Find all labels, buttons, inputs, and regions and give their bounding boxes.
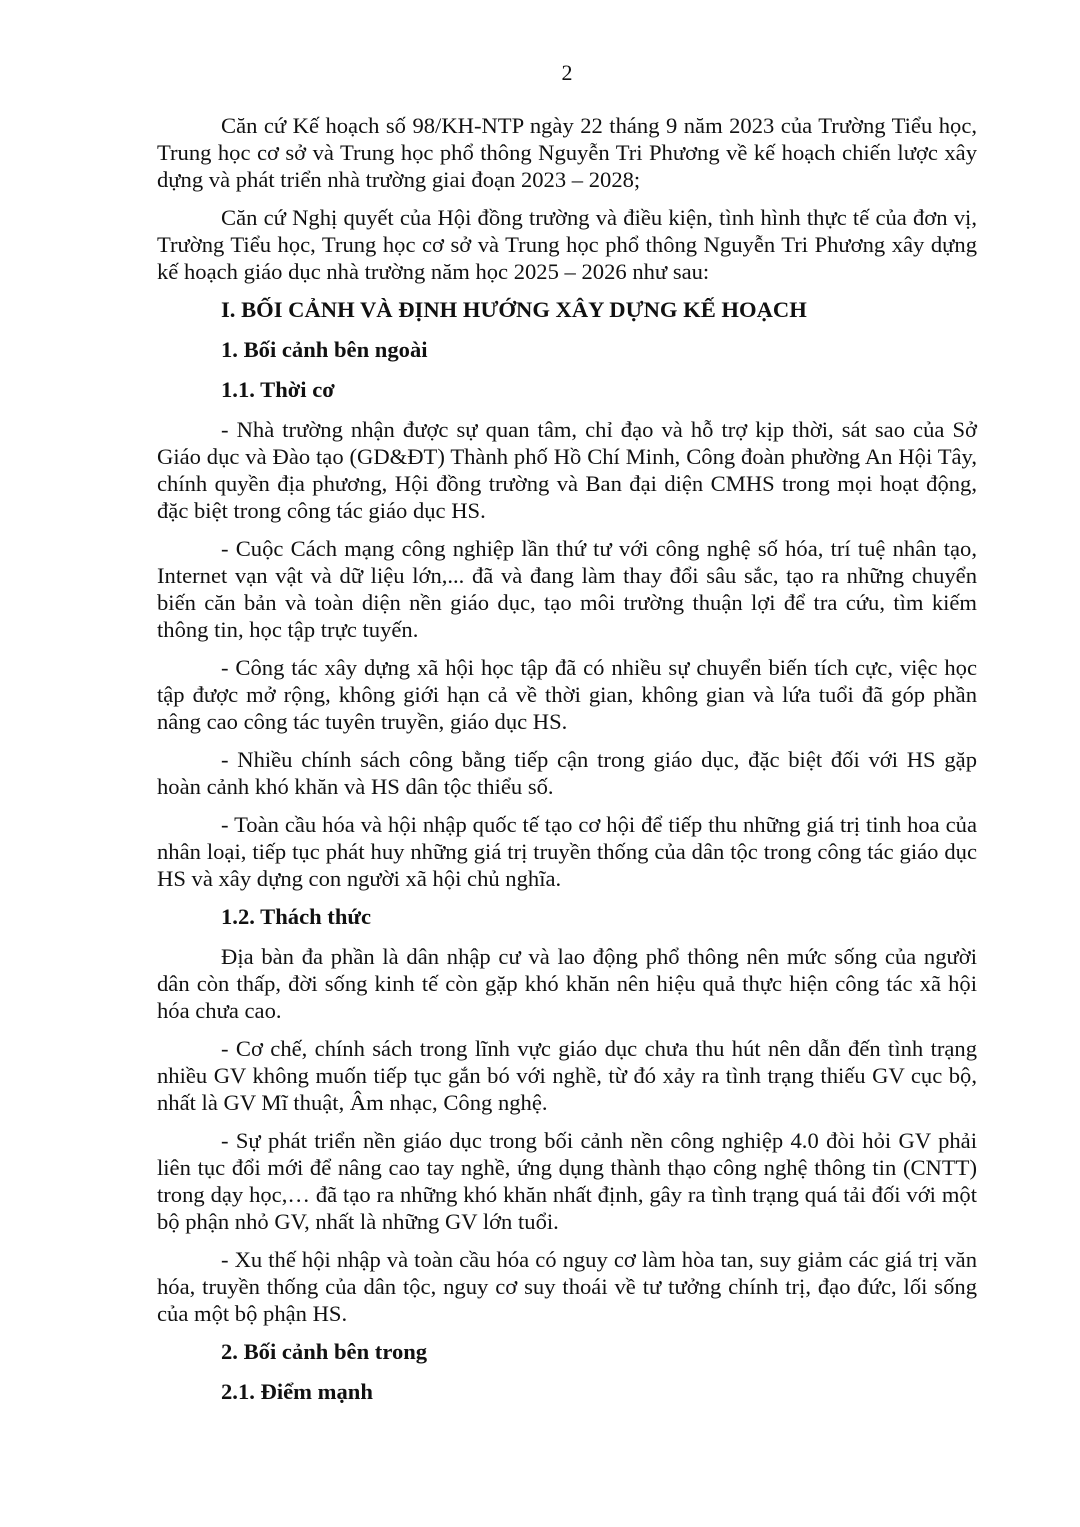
subsection-heading-1-1: 1.1. Thời cơ	[221, 377, 335, 402]
page-number: 2	[561, 60, 573, 85]
paragraph-thoi-co-4: - Nhiều chính sách công bằng tiếp cận trong giáo dục, đặc biệt đối với HS gặp hoàn cảnh khó khăn và HS dân tộc thiểu số.	[157, 747, 977, 799]
paragraph-thach-thuc-3: - Sự phát triển nền giáo dục trong bối cảnh nền công nghiệp 4.0 đòi hỏi GV phải liên tục đổi mới để nâng cao tay nghề, ứng dụng thành thạo công nghệ thông tin (CNTT) trong dạy học,… đã tạo ra những khó khăn nhất định, gây ra tình trạng quá tải đối với một bộ phận nhỏ GV, nhất là những GV lớn tuổi.	[157, 1128, 977, 1234]
section-heading-i: I. BỐI CẢNH VÀ ĐỊNH HƯỚNG XÂY DỰNG KẾ HOẠCH	[221, 297, 807, 322]
subsection-heading-1-2: 1.2. Thách thức	[221, 904, 371, 929]
paragraph-thach-thuc-4: - Xu thế hội nhập và toàn cầu hóa có nguy cơ làm hòa tan, suy giảm các giá trị văn hóa, truyền thống của dân tộc, nguy cơ suy thoái về tư tưởng chính trị, đạo đức, lối sống của một bộ phận HS.	[157, 1247, 977, 1326]
subsection-heading-2: 2. Bối cảnh bên trong	[221, 1339, 428, 1364]
paragraph-can-cu-nghi-quyet: Căn cứ Nghị quyết của Hội đồng trường và điều kiện, tình hình thực tế của đơn vị, Trường Tiểu học, Trung học cơ sở và Trung học phổ thông Nguyễn Tri Phương xây dựng kế hoạch giáo dục nhà trường năm học 2025 – 2026 như sau:	[157, 205, 977, 284]
paragraph-thach-thuc-1: Địa bàn đa phần là dân nhập cư và lao động phổ thông nên mức sống của người dân còn thấp, đời sống kinh tế còn gặp khó khăn nên hiệu quả thực hiện công tác xã hội hóa chưa cao.	[157, 944, 977, 1023]
paragraph-can-cu-ke-hoach: Căn cứ Kế hoạch số 98/KH-NTP ngày 22 tháng 9 năm 2023 của Trường Tiểu học, Trung học cơ sở và Trung học phổ thông Nguyễn Tri Phương về kế hoạch chiến lược xây dựng và phát triển nhà trường giai đoạn 2023 – 2028;	[157, 113, 977, 192]
paragraph-thoi-co-3: - Công tác xây dựng xã hội học tập đã có nhiều sự chuyển biến tích cực, việc học tập được mở rộng, không giới hạn cả về thời gian, không gian và lứa tuổi đã góp phần nâng cao công tác tuyên truyền, giáo dục HS.	[157, 655, 977, 734]
paragraph-thoi-co-5: - Toàn cầu hóa và hội nhập quốc tế tạo cơ hội để tiếp thu những giá trị tinh hoa của nhân loại, tiếp tục phát huy những giá trị truyền thống của dân tộc trong công tác giáo dục HS và xây dựng con người xã hội chủ nghĩa.	[157, 812, 977, 891]
paragraph-thoi-co-1: - Nhà trường nhận được sự quan tâm, chỉ đạo và hỗ trợ kịp thời, sát sao của Sở Giáo dục và Đào tạo (GD&ĐT) Thành phố Hồ Chí Minh, Công đoàn phường An Hội Tây, chính quyền địa phương, Hội đồng trường và Ban đại diện CMHS trong mọi hoạt động, đặc biệt trong công tác giáo dục HS.	[157, 417, 977, 523]
subsection-heading-1: 1. Bối cảnh bên ngoài	[221, 337, 428, 362]
paragraph-thoi-co-2: - Cuộc Cách mạng công nghiệp lần thứ tư với công nghệ số hóa, trí tuệ nhân tạo, Internet vạn vật và dữ liệu lớn,... đã và đang làm thay đổi sâu sắc, tạo ra những chuyển biến căn bản và toàn diện nền giáo dục, tạo môi trường thuận lợi để tra cứu, tìm kiếm thông tin, học tập trực tuyến.	[157, 536, 977, 642]
paragraph-thach-thuc-2: - Cơ chế, chính sách trong lĩnh vực giáo dục chưa thu hút nên dẫn đến tình trạng nhiều GV không muốn tiếp tục gắn bó với nghề, từ đó xảy ra tình trạng thiếu GV cục bộ, nhất là GV Mĩ thuật, Âm nhạc, Công nghệ.	[157, 1036, 977, 1115]
subsection-heading-2-1: 2.1. Điểm mạnh	[221, 1379, 373, 1404]
